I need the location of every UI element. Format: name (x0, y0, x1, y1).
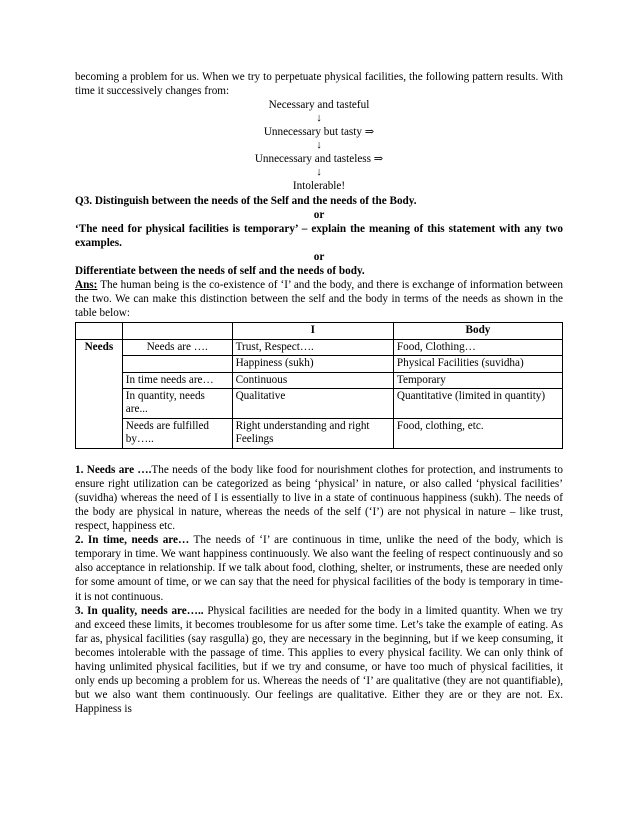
table-cell-question: In time needs are… (122, 372, 232, 388)
table-row (76, 356, 563, 372)
down-arrow-icon: ↓ (316, 166, 322, 179)
table-cell-question: Needs are …. (122, 339, 232, 355)
point-heading-3: 3. In quality, needs are….. (75, 604, 204, 617)
question-alternative-1: ‘The need for physical facilities is temporary’ – explain the meaning of this statement with any two examples. (75, 222, 563, 249)
question-title: Q3. Distinguish between the needs of the Self and the needs of the Body. (75, 194, 417, 207)
table-cell-body: Quantitative (limited in quantity) (393, 389, 562, 419)
point-heading-1: 1. Needs are …. (75, 463, 152, 476)
needs-row-label: Needs (76, 339, 123, 448)
table-cell-i: Happiness (sukh) (232, 356, 393, 372)
point-paragraph-2 (75, 533, 563, 603)
pattern-step-1: Necessary and tasteful (268, 99, 370, 112)
table-row (76, 339, 563, 355)
down-arrow-icon: ↓ (316, 112, 322, 125)
table-cell-question: Needs are fulfilled by….. (122, 418, 232, 448)
point-paragraph-1 (75, 463, 563, 533)
pattern-step-3: Unnecessary and tasteless ⇒ (254, 153, 384, 166)
point-paragraph-3 (75, 604, 563, 717)
table-cell-body: Temporary (393, 372, 562, 388)
table-cell-i: Right understanding and right Feelings (232, 418, 393, 448)
answer-text: The human being is the co-existence of ‘I’ and the body, and there is exchange of information between the two. We can make this distinction between the self and the body in terms of the needs as shown in the table below: (75, 279, 563, 320)
pattern-step-2: Unnecessary but tasty ⇒ (263, 126, 375, 139)
header-i: I (232, 323, 393, 339)
table-cell-i: Continuous (232, 372, 393, 388)
header-body: Body (393, 323, 562, 339)
table-cell-body: Food, clothing, etc. (393, 418, 562, 448)
intro-paragraph: becoming a problem for us. When we try to perpetuate physical facilities, the following pattern results. With time it successively changes from: (75, 71, 563, 98)
answer-paragraph (75, 278, 563, 320)
table-cell-question: In quantity, needs are... (122, 389, 232, 419)
table-row (76, 372, 563, 388)
point-text-1: The needs of the body like food for nourishment clothes for protection, and instruments to ensure right utilization can be categorized as being ‘physical’ in nature, or also called ‘physical facilities’ (suvidha) whereas the need of I is essentially to live in a state of continuous happiness (sukh). The needs of the body are physical in nature, whereas the needs of the self (‘I’) are not physical in nature – like trust, respect, happiness etc. (75, 463, 563, 533)
table-cell-i: Qualitative (232, 389, 393, 419)
table-cell-question (122, 356, 232, 372)
point-heading-2: 2. In time, needs are… (75, 534, 190, 547)
table-row (76, 418, 563, 448)
point-text-2: The needs of ‘I’ are continuous in time, unlike the need of the body, which is temporary in time. We want happiness continuously. We also want the feeling of respect continuously and so also acceptance in relationship. If we talk about food, clothing, shelter, or instruments, these are needed only for some amount of time, or we can say that the need for physical facilities of the body is temporary in time- it is not continuous. (75, 534, 564, 603)
table-cell-body: Physical Facilities (suvidha) (393, 356, 562, 372)
answer-label: Ans: (75, 279, 98, 292)
needs-comparison-table (75, 322, 563, 448)
point-text-3: Physical facilities are needed for the body in a limited quantity. When we try and exceed these limits, it becomes troublesome for us after some time. Let’s take the example of eating. As far as, physical facilities (say rasgulla) go, they are necessary in the beginning, but if we keep consuming, it becomes intolerable with the passage of time. This applies to every physical facility. We can only think of having unlimited physical facilities, but if we try and consume, or have too much of physical facilities, it only ends up becoming a problem for us. Whereas the needs of ‘I’ are qualitative (they are not quantifiable), but we also want them continuously. Our feelings are qualitative. Either they are or they are not. Ex. Happiness is (75, 604, 563, 716)
table-cell-i: Trust, Respect…. (232, 339, 393, 355)
table-row (76, 389, 563, 419)
pattern-step-4: Intolerable! (292, 180, 346, 193)
down-arrow-icon: ↓ (316, 139, 322, 152)
table-cell-body: Food, Clothing… (393, 339, 562, 355)
table-header-row (76, 323, 563, 339)
document-page (75, 70, 563, 716)
or-separator: or (313, 208, 325, 221)
or-separator: or (313, 250, 325, 263)
pattern-flow (75, 98, 563, 193)
question-alternative-2: Differentiate between the needs of self and the needs of body. (75, 265, 365, 278)
